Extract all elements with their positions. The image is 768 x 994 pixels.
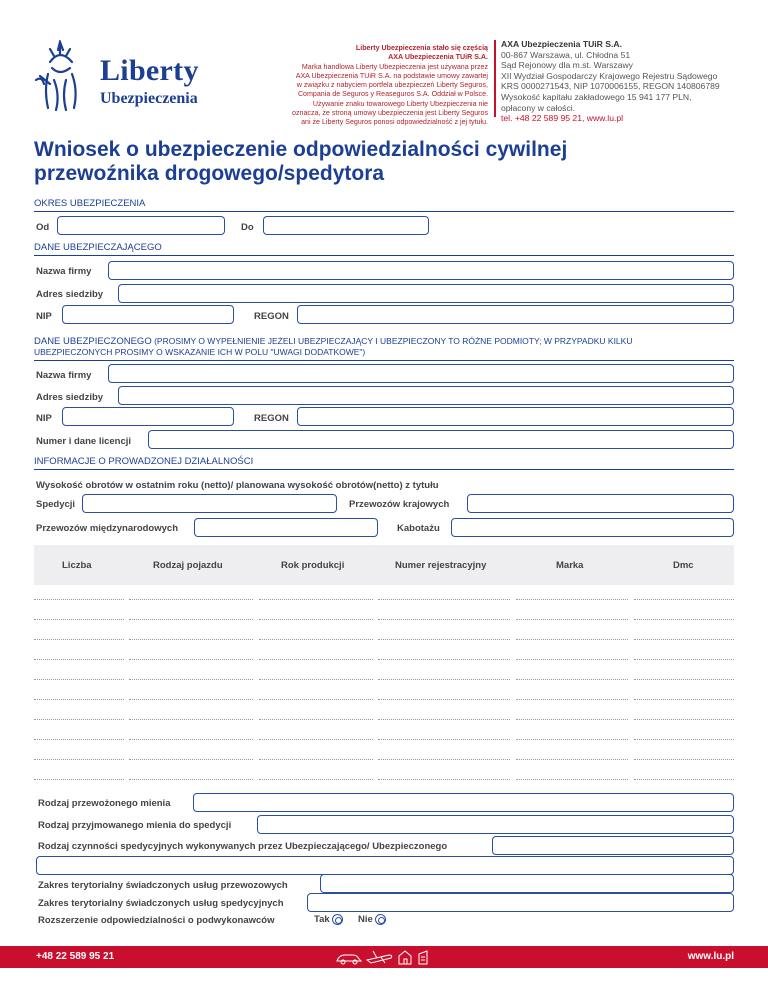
do-label: Do xyxy=(241,222,254,233)
nie-option[interactable] xyxy=(358,914,386,925)
notice-line: w związku z nabyciem portfela ubezpieczeń Liberty Seguros, xyxy=(296,81,488,90)
czynnosci-input-2[interactable] xyxy=(36,856,734,875)
table-cell-numer-rejestracyjny[interactable] xyxy=(378,679,510,680)
adres-label: Adres siedziby xyxy=(36,392,104,403)
rozszerzenie-label: Rozszerzenie odpowiedzialności o podwykonawców xyxy=(38,915,275,926)
od-input[interactable] xyxy=(57,216,225,235)
regon-input[interactable] xyxy=(297,305,734,324)
krajowych-input[interactable] xyxy=(467,494,734,513)
table-cell-rodzaj-pojazdu[interactable] xyxy=(129,719,253,720)
company-line: opłacony w całości. xyxy=(501,102,576,113)
company-line: Wysokość kapitału zakładowego 15 941 177 PLN, xyxy=(501,91,692,102)
krajowych-label: Przewozów krajowych xyxy=(349,499,450,510)
company-info xyxy=(501,39,761,124)
spedycji-label: Spedycji xyxy=(36,499,76,510)
table-cell-marka[interactable] xyxy=(516,619,628,620)
company-line: Sąd Rejonowy dla m.st. Warszawy xyxy=(501,60,633,71)
logo-wordmark: Liberty xyxy=(100,54,199,87)
nip-input[interactable] xyxy=(62,305,234,324)
logo-subtitle: Ubezpieczenia xyxy=(100,90,198,107)
table-cell-numer-rejestracyjny[interactable] xyxy=(378,639,510,640)
notice-line: Compania de Seguros y Reaseguros S.A. Oddział w Polsce. xyxy=(297,90,488,99)
table-cell-marka[interactable] xyxy=(516,659,628,660)
kabotazu-input[interactable] xyxy=(451,518,734,537)
table-cell-rodzaj-pojazdu[interactable] xyxy=(129,659,253,660)
table-cell-rodzaj-pojazdu[interactable] xyxy=(129,739,253,740)
table-cell-dmc[interactable] xyxy=(634,699,734,700)
table-cell-rok-produkcji[interactable] xyxy=(259,759,373,760)
company-contact: tel. +48 22 589 95 21, www.lu.pl xyxy=(501,113,624,124)
table-cell-rok-produkcji[interactable] xyxy=(259,739,373,740)
notice-line: Używanie znaku towarowego Liberty Ubezpieczenia nie xyxy=(312,99,488,108)
table-cell-liczba[interactable] xyxy=(34,659,124,660)
table-cell-numer-rejestracyjny[interactable] xyxy=(378,699,510,700)
table-cell-numer-rejestracyjny[interactable] xyxy=(378,759,510,760)
table-cell-numer-rejestracyjny[interactable] xyxy=(378,599,510,600)
tak-radio[interactable] xyxy=(332,914,343,925)
nazwa-firmy-label: Nazwa firmy xyxy=(36,266,92,277)
nie-radio[interactable] xyxy=(375,914,386,925)
notice-line: oznacza, że stroną umowy ubezpieczenia jest Liberty Seguros xyxy=(292,109,488,118)
zakres-spedycja-input[interactable] xyxy=(307,893,734,912)
notice-bold-line: Liberty Ubezpieczenia stało się częścią xyxy=(355,44,488,52)
adres-label: Adres siedziby xyxy=(36,289,104,300)
section-divider xyxy=(34,469,734,470)
table-cell-marka[interactable] xyxy=(516,699,628,700)
table-cell-marka[interactable] xyxy=(516,779,628,780)
header-divider xyxy=(494,40,496,117)
column-header: Liczba xyxy=(62,560,92,571)
house-icon xyxy=(399,951,411,964)
title-line: przewoźnika drogowego/spedytora xyxy=(34,162,385,185)
tak-option[interactable] xyxy=(314,914,343,925)
footer-phone[interactable]: +48 22 589 95 21 xyxy=(36,951,115,962)
miedzynarodowych-label: Przewozów międzynarodowych xyxy=(36,523,178,534)
nazwa-firmy-input[interactable] xyxy=(108,364,734,383)
brand-notice xyxy=(250,44,488,128)
nazwa-firmy-input[interactable] xyxy=(108,261,734,280)
nie-label: Nie xyxy=(358,914,373,926)
obroty-label: Wysokość obrotów w ostatnim roku (netto)/ planowana wysokość obrotów(netto) z tytułu xyxy=(36,480,439,491)
licencja-input[interactable] xyxy=(148,430,734,449)
section-heading-text: DANE UBEZPIECZONEGO xyxy=(34,336,152,347)
table-cell-rok-produkcji[interactable] xyxy=(259,659,373,660)
table-cell-dmc[interactable] xyxy=(634,779,734,780)
table-cell-marka[interactable] xyxy=(516,759,628,760)
nip-label: NIP xyxy=(36,311,52,322)
table-cell-liczba[interactable] xyxy=(34,779,124,780)
table-cell-marka[interactable] xyxy=(516,679,628,680)
section-heading-note: (PROSIMY O WYPEŁNIENIE JEŻELI UBEZPIECZAJĄCY I UBEZPIECZONY TO RÓŻNE PODMIOTY; W PRZYPADKU KILKU xyxy=(154,336,633,346)
regon-label: REGON xyxy=(254,311,289,322)
page-title xyxy=(34,138,734,186)
table-cell-marka[interactable] xyxy=(516,739,628,740)
licencja-label: Numer i dane licencji xyxy=(36,436,132,447)
table-cell-rok-produkcji[interactable] xyxy=(259,639,373,640)
company-name: AXA Ubezpieczenia TUiR S.A. xyxy=(501,39,622,49)
notice-bold-line: AXA Ubezpieczenia TUiR S.A. xyxy=(388,53,488,62)
od-label: Od xyxy=(36,222,50,233)
table-cell-rodzaj-pojazdu[interactable] xyxy=(129,679,253,680)
table-cell-rodzaj-pojazdu[interactable] xyxy=(129,619,253,620)
footer-icons xyxy=(335,947,435,967)
column-header: Numer rejestracyjny xyxy=(395,560,487,571)
mienie-spedycja-label: Rodzaj przyjmowanego mienia do spedycji xyxy=(38,820,232,831)
section-heading-ubezpieczajacy: DANE UBEZPIECZAJĄCEGO xyxy=(34,242,162,253)
nazwa-firmy-label: Nazwa firmy xyxy=(36,370,92,381)
section-divider xyxy=(34,255,734,256)
section-heading-note: UBEZPIECZONYCH PROSIMY O WSKAZANIE ICH W POLU "UWAGI DODATKOWE") xyxy=(34,347,366,357)
table-cell-rok-produkcji[interactable] xyxy=(259,699,373,700)
table-cell-numer-rejestracyjny[interactable] xyxy=(378,619,510,620)
zakres-spedycja-label: Zakres terytorialny świadczonych usług spedycyjnych xyxy=(38,898,284,909)
nip-input[interactable] xyxy=(62,407,234,426)
table-cell-marka[interactable] xyxy=(516,639,628,640)
table-cell-dmc[interactable] xyxy=(634,679,734,680)
table-cell-dmc[interactable] xyxy=(634,639,734,640)
table-cell-liczba[interactable] xyxy=(34,719,124,720)
shop-icon xyxy=(419,951,427,964)
table-cell-dmc[interactable] xyxy=(634,759,734,760)
section-divider xyxy=(34,211,734,212)
liberty-logo xyxy=(30,40,210,115)
table-cell-liczba[interactable] xyxy=(34,639,124,640)
table-cell-rok-produkcji[interactable] xyxy=(259,619,373,620)
miedzynarodowych-input[interactable] xyxy=(194,518,378,537)
table-cell-liczba[interactable] xyxy=(34,699,124,700)
column-header: Rok produkcji xyxy=(281,560,345,571)
table-cell-dmc[interactable] xyxy=(634,619,734,620)
car-icon xyxy=(337,955,361,964)
section-heading-ubezpieczony xyxy=(34,336,734,358)
vehicle-table-header xyxy=(34,545,734,585)
section-heading-okres: OKRES UBEZPIECZENIA xyxy=(34,198,146,209)
table-cell-numer-rejestracyjny[interactable] xyxy=(378,659,510,660)
adres-input[interactable] xyxy=(118,284,734,303)
table-cell-liczba[interactable] xyxy=(34,599,124,600)
czynnosci-label: Rodzaj czynności spedycyjnych wykonywanych przez Ubezpieczającego/ Ubezpieczonego xyxy=(38,841,448,852)
zakres-przewoz-input[interactable] xyxy=(320,874,734,893)
table-cell-dmc[interactable] xyxy=(634,719,734,720)
kabotazu-label: Kabotażu xyxy=(397,523,440,534)
table-cell-rok-produkcji[interactable] xyxy=(259,599,373,600)
table-cell-liczba[interactable] xyxy=(34,619,124,620)
table-cell-liczba[interactable] xyxy=(34,679,124,680)
do-input[interactable] xyxy=(263,216,429,235)
column-header: Dmc xyxy=(673,560,694,571)
section-divider xyxy=(34,360,734,361)
table-cell-numer-rejestracyjny[interactable] xyxy=(378,719,510,720)
mienie-input[interactable] xyxy=(193,793,734,812)
table-cell-dmc[interactable] xyxy=(634,659,734,660)
section-heading-dzialalnosc: INFORMACJE O PROWADZONEJ DZIAŁALNOŚCI xyxy=(34,456,254,467)
notice-line: AXA Ubezpieczenia TUiR S.A. na podstawie umowy zawartej xyxy=(295,71,488,80)
tak-label: Tak xyxy=(314,914,330,926)
title-line: Wniosek o ubezpieczenie odpowiedzialności cywilnej xyxy=(34,138,568,161)
table-cell-marka[interactable] xyxy=(516,719,628,720)
mienie-spedycja-input[interactable] xyxy=(257,815,734,834)
footer-bar xyxy=(0,946,768,968)
company-line: XII Wydział Gospodarczy Krajowego Rejestru Sądowego xyxy=(501,70,718,81)
statue-of-liberty-icon xyxy=(30,40,92,115)
footer-website[interactable]: www.lu.pl xyxy=(687,951,734,962)
spedycji-input[interactable] xyxy=(82,494,337,513)
regon-label: REGON xyxy=(254,413,289,424)
table-cell-rok-produkcji[interactable] xyxy=(259,679,373,680)
table-cell-rodzaj-pojazdu[interactable] xyxy=(129,699,253,700)
column-header: Marka xyxy=(556,560,584,571)
table-cell-rok-produkcji[interactable] xyxy=(259,779,373,780)
nip-label: NIP xyxy=(36,413,52,424)
table-cell-rodzaj-pojazdu[interactable] xyxy=(129,599,253,600)
table-cell-dmc[interactable] xyxy=(634,739,734,740)
table-cell-liczba[interactable] xyxy=(34,759,124,760)
table-cell-rodzaj-pojazdu[interactable] xyxy=(129,779,253,780)
column-header: Rodzaj pojazdu xyxy=(153,560,223,571)
table-cell-marka[interactable] xyxy=(516,599,628,600)
regon-input[interactable] xyxy=(297,407,734,426)
table-cell-rodzaj-pojazdu[interactable] xyxy=(129,639,253,640)
table-cell-rodzaj-pojazdu[interactable] xyxy=(129,759,253,760)
table-cell-liczba[interactable] xyxy=(34,739,124,740)
table-cell-dmc[interactable] xyxy=(634,599,734,600)
adres-input[interactable] xyxy=(118,386,734,405)
mienie-label: Rodzaj przewożonego mienia xyxy=(38,798,171,809)
company-line: KRS 0000271543, NIP 1070006155, REGON 140806789 xyxy=(501,81,720,92)
company-line: 00-867 Warszawa, ul. Chłodna 51 xyxy=(501,49,631,60)
plane-icon xyxy=(367,951,392,963)
zakres-przewoz-label: Zakres terytorialny świadczonych usług przewozowych xyxy=(38,880,288,891)
notice-line: ani że Liberty Seguros ponosi odpowiedzialność z jej tytułu. xyxy=(301,118,488,127)
table-cell-numer-rejestracyjny[interactable] xyxy=(378,739,510,740)
table-cell-rok-produkcji[interactable] xyxy=(259,719,373,720)
table-cell-numer-rejestracyjny[interactable] xyxy=(378,779,510,780)
notice-line: Marka handlowa Liberty Ubezpieczenia jest używana przez xyxy=(301,62,488,71)
czynnosci-input-1[interactable] xyxy=(492,836,734,855)
